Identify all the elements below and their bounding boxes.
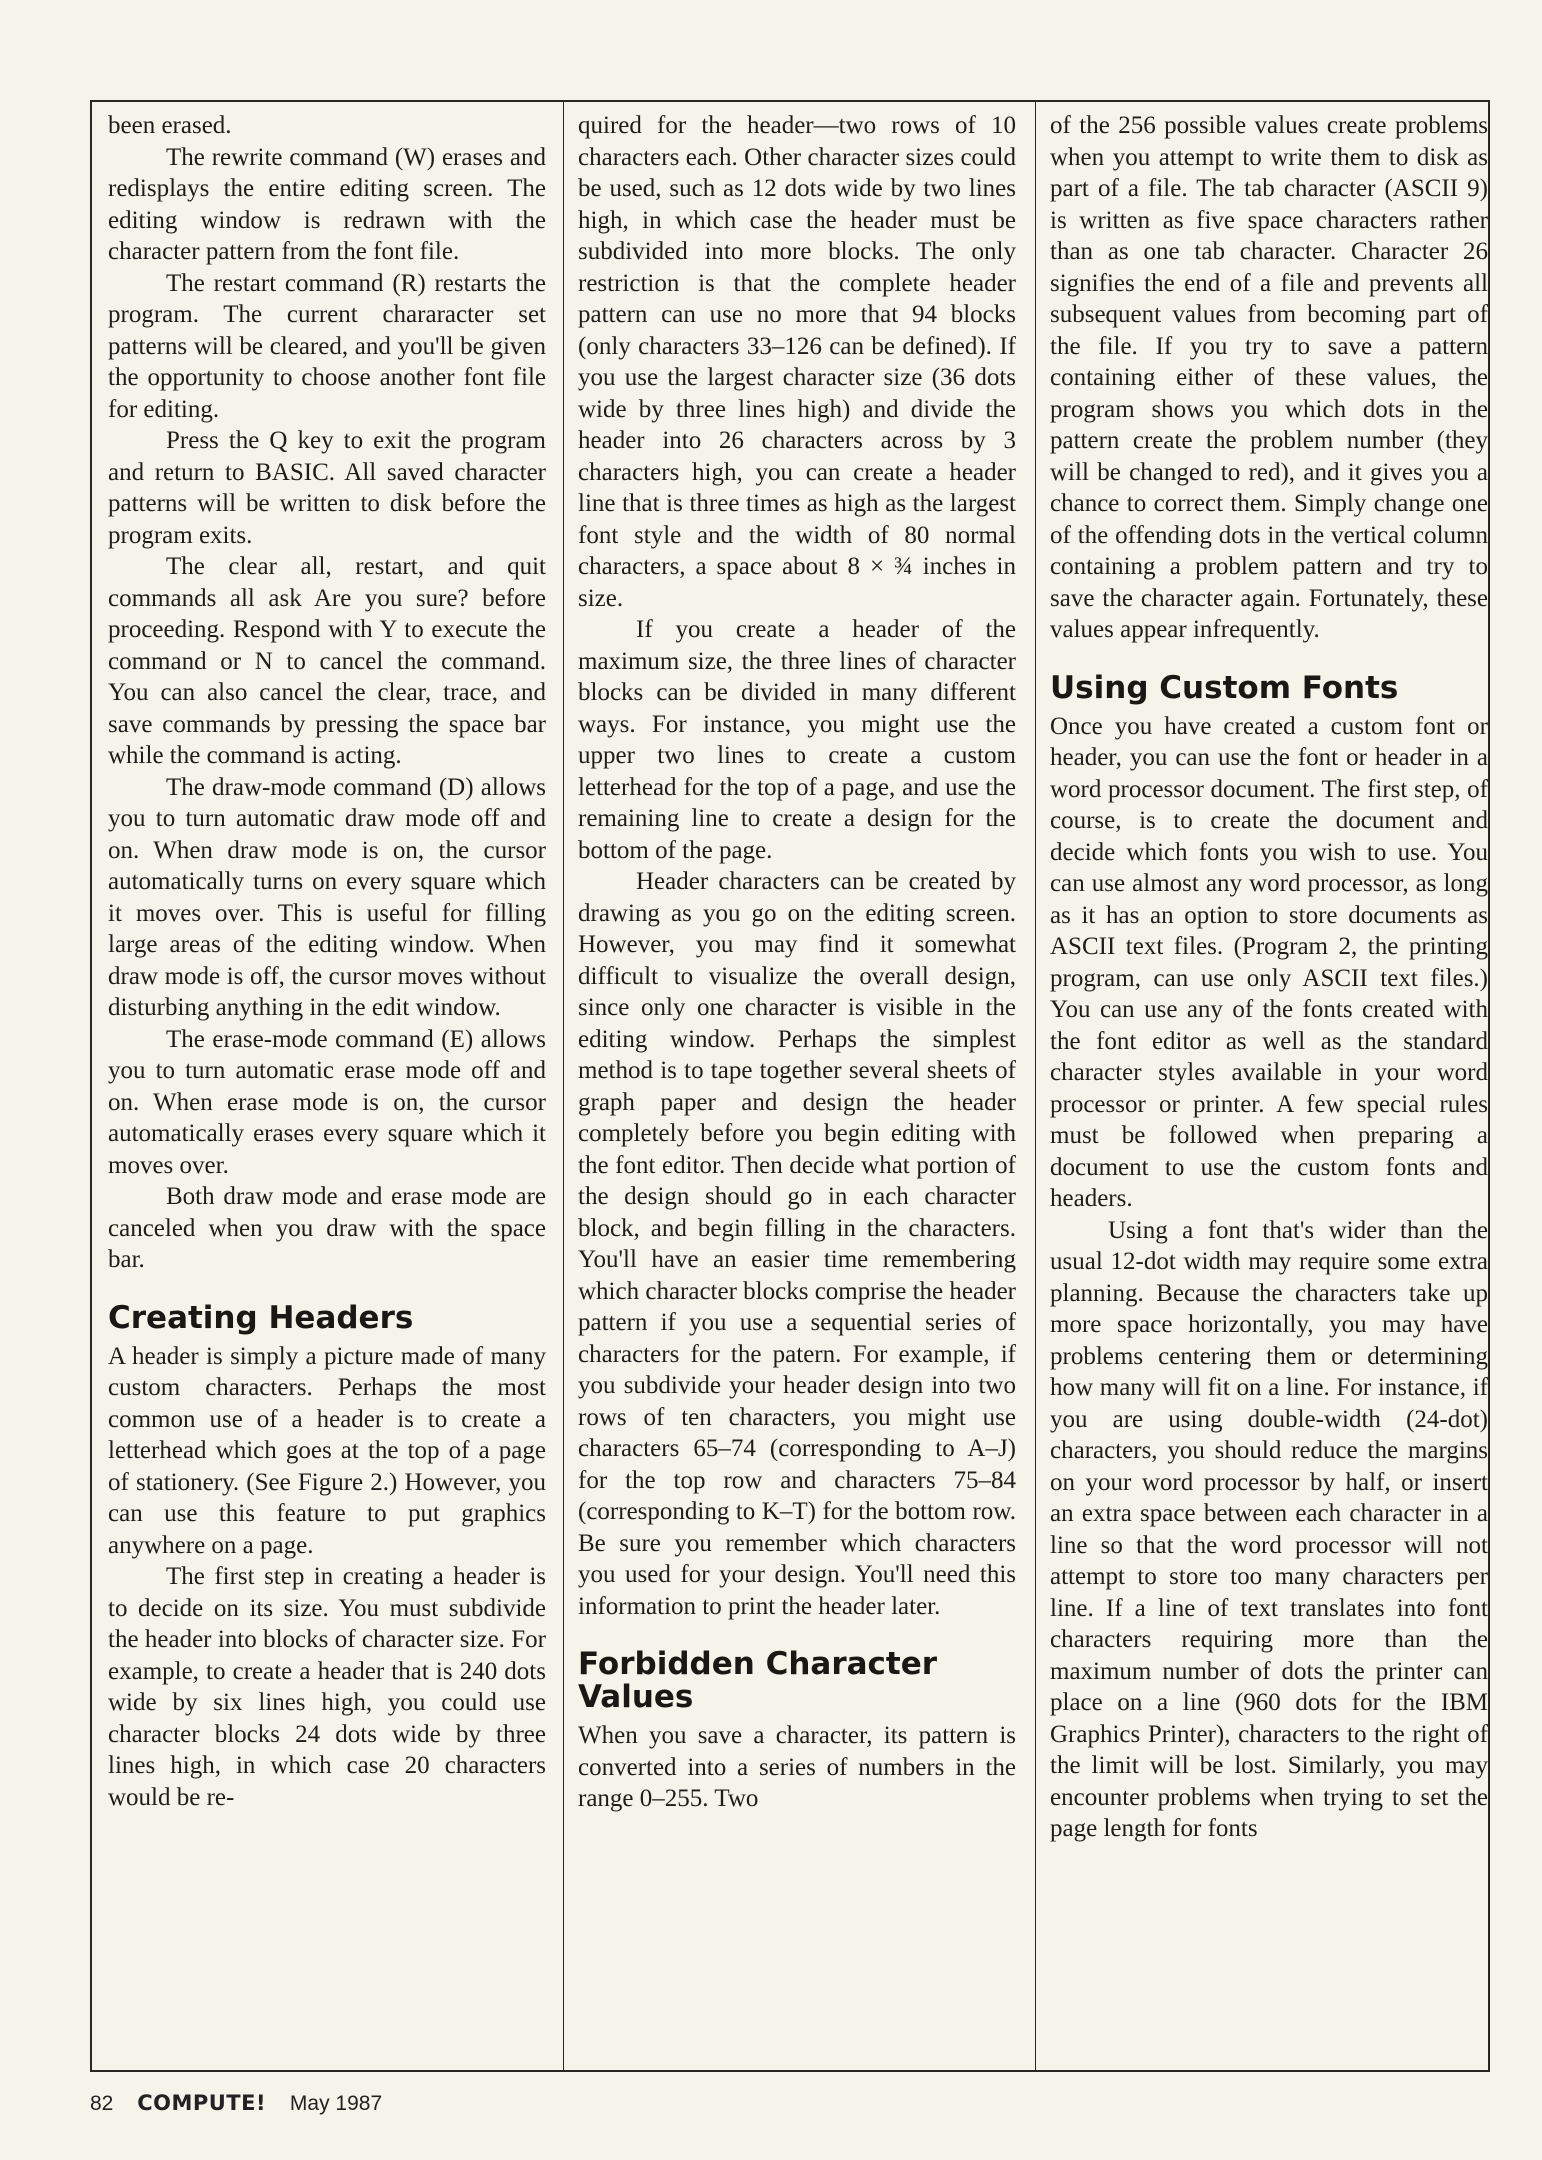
page-number: 82 <box>90 2092 114 2115</box>
body-paragraph: The draw-mode command (D) allows you to turn automatic draw mode off and on. When draw mode is on, the cursor automatically turns on every square which it moves over. This is useful for filling large areas of the editing window. When draw mode is off, the cursor moves without disturbing anything in the edit window. <box>108 773 546 1021</box>
body-paragraph: The first step in creating a header is to decide on its size. You must subdivide the header into blocks of character size. For example, to create a header that is 240 dots wide by six lines high, you could use character blocks 24 dots wide by three lines high, in which case 20 characters would be re- <box>108 1563 546 1811</box>
body-paragraph: When you save a character, its pattern is converted into a series of numbers in the range 0–255. Two <box>578 1722 1016 1812</box>
column-rule <box>1035 102 1036 2070</box>
body-paragraph: been erased. <box>108 112 232 139</box>
body-paragraph: The erase-mode command (E) allows you to turn automatic erase mode off and on. When erase mode is on, the cursor automatically erases every square which it moves over. <box>108 1025 546 1179</box>
magazine-name: COMPUTE! <box>137 2091 267 2115</box>
section-heading: Using Custom Fonts <box>1050 669 1399 706</box>
column-1 <box>108 110 546 2060</box>
section-heading: Forbidden Character Values <box>578 1646 938 1715</box>
page-footer <box>90 2090 382 2117</box>
body-paragraph: If you create a header of the maximum size, the three lines of character blocks can be divided in many different ways. For instance, you might use the upper two lines to create a custom letterhead for the top of a page, and use the remaining line to create a design for the bottom of the page. <box>578 616 1016 864</box>
body-paragraph: The restart command (R) restarts the program. The current chararacter set patterns will be cleared, and you'll be given the opportunity to choose another font file for editing. <box>108 269 546 423</box>
body-paragraph: Press the Q key to exit the program and return to BASIC. All saved character patterns will be written to disk before the program exits. <box>108 427 546 549</box>
column-2 <box>578 110 1016 2060</box>
body-paragraph: quired for the header—two rows of 10 characters each. Other character sizes could be used, such as 12 dots wide by two lines high, in which case the header must be subdivided into more blocks. The only restriction is that the complete header pattern can use no more that 94 blocks (only characters 33–126 can be defined). If you use the largest character size (36 dots wide by three lines high) and divide the header into 26 characters across by 3 characters high, you can create a header line that is three times as high as the largest font style and the width of 80 normal characters, a space about 8 × ¾ inches in size. <box>578 112 1016 612</box>
column-rule <box>563 102 564 2070</box>
body-paragraph: Once you have created a custom font or header, you can use the font or header in a word processor document. The first step, of course, is to create the document and decide which fonts you wish to use. You can use almost any word processor, as long as it has an option to store documents as ASCII text files. (Program 2, the printing program, can use only ASCII text files.) You can use any of the fonts created with the font editor as well as the standard character styles available in your word processor or printer. A few special rules must be followed when preparing a document to use the custom fonts and headers. <box>1050 712 1488 1212</box>
body-paragraph: The rewrite command (W) erases and redisplays the entire editing screen. The editing window is redrawn with the character pattern from the font file. <box>108 143 546 265</box>
section-heading: Creating Headers <box>108 1299 414 1336</box>
column-3 <box>1050 110 1488 2060</box>
body-paragraph: A header is simply a picture made of many custom characters. Perhaps the most common use of a header is to create a letterhead which goes at the top of a page of stationery. (See Figure 2.) However, you can use this feature to put graphics anywhere on a page. <box>108 1342 546 1559</box>
body-paragraph: Both draw mode and erase mode are canceled when you draw with the space bar. <box>108 1183 546 1273</box>
issue-date: May 1987 <box>289 2092 383 2115</box>
body-paragraph: The clear all, restart, and quit commands all ask Are you sure? before proceeding. Respond with Y to execute the command or N to cancel the command. You can also cancel the clear, trace, and save commands by pressing the space bar while the command is acting. <box>108 553 546 769</box>
body-paragraph: Using a font that's wider than the usual 12-dot width may require some extra planning. Because the characters take up more space horizontally, you may have problems centering them or determining how many will fit on a line. For instance, if you are using double-width (24-dot) characters, you should reduce the margins on your word processor by half, or insert an extra space between each character in a line so that the word processor will not attempt to store too many characters per line. If a line of text translates into font characters requiring more than the maximum number of dots the printer can place on a line (960 dots for the IBM Graphics Printer), characters to the right of the limit will be lost. Similarly, you may encounter problems when trying to set the page length for fonts <box>1050 1216 1488 1842</box>
body-paragraph: Header characters can be created by drawing as you go on the editing screen. However, you may find it somewhat difficult to visualize the overall design, since only one character is visible in the editing window. Perhaps the simplest method is to tape together several sheets of graph paper and design the header completely before you begin editing with the font editor. Then decide what portion of the design should go in each character block, and begin filling in the characters. You'll have an easier time remembering which character blocks comprise the header pattern if you use a sequential series of characters for the patern. For example, if you subdivide your header design into two rows of ten characters, you might use characters 65–74 (corresponding to A–J) for the top row and characters 75–84 (corresponding to K–T) for the bottom row. Be sure you remember which characters you used for your design. You'll need this information to print the header later. <box>578 868 1016 1620</box>
body-paragraph: of the 256 possible values create problems when you attempt to write them to disk as part of a file. The tab character (ASCII 9) is written as five space characters rather than as one tab character. Character 26 signifies the end of a file and prevents all subsequent values from becoming part of the file. If you try to save a pattern containing either of these values, the program shows you which dots in the pattern create the problem number (they will be changed to red), and it gives you a chance to correct them. Simply change one of the offending dots in the vertical column containing a problem pattern and try to save the character again. Fortunately, these values appear infrequently. <box>1050 112 1488 643</box>
